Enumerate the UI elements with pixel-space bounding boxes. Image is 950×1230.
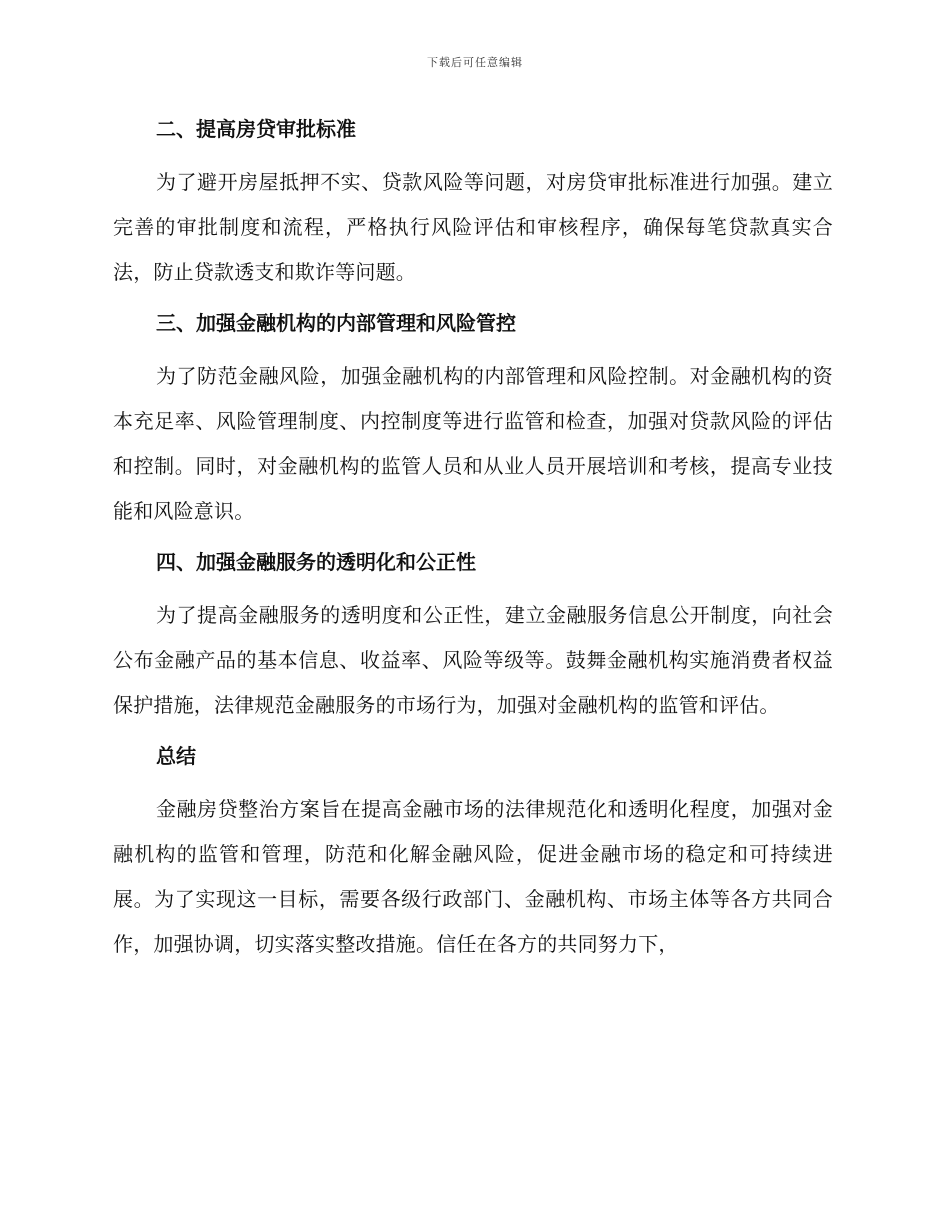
section-heading-4: 四、加强金融服务的透明化和公正性: [156, 550, 476, 574]
summary-paragraph: 金融房贷整治方案旨在提高金融市场的法律规范化和透明化程度，加强对金融机构的监管和管理，防范和化解金融风险，促进金融市场的稳定和可持续进展。为了实现这一目标，需要各级行政部门、金融机构、市场主体等各方共同合作，加强协调，切实落实整改措施。信任在各方的共同努力下，: [113, 797, 833, 956]
page-header: 下载后可任意编辑: [427, 56, 523, 69]
section-paragraph-2: 为了避开房屋抵押不实、贷款风险等问题，对房贷审批标准进行加强。建立完善的审批制度和流程，严格执行风险评估和审核程序，确保每笔贷款真实合法，防止贷款透支和欺诈等问题。: [113, 170, 833, 284]
summary-heading: 总结: [156, 744, 196, 768]
section-paragraph-3: 为了防范金融风险，加强金融机构的内部管理和风险控制。对金融机构的资本充足率、风险管理制度、内控制度等进行监管和检查，加强对贷款风险的评估和控制。同时，对金融机构的监管人员和从业人员开展培训和考核，提高专业技能和风险意识。: [113, 364, 833, 523]
section-heading-3: 三、加强金融机构的内部管理和风险管控: [156, 311, 516, 335]
section-paragraph-4: 为了提高金融服务的透明度和公正性，建立金融服务信息公开制度，向社会公布金融产品的基本信息、收益率、风险等级等。鼓舞金融机构实施消费者权益保护措施，法律规范金融服务的市场行为，加强对金融机构的监管和评估。: [113, 603, 833, 717]
document-body: [113, 112, 833, 978]
section-heading-2: 二、提高房贷审批标准: [156, 117, 356, 141]
